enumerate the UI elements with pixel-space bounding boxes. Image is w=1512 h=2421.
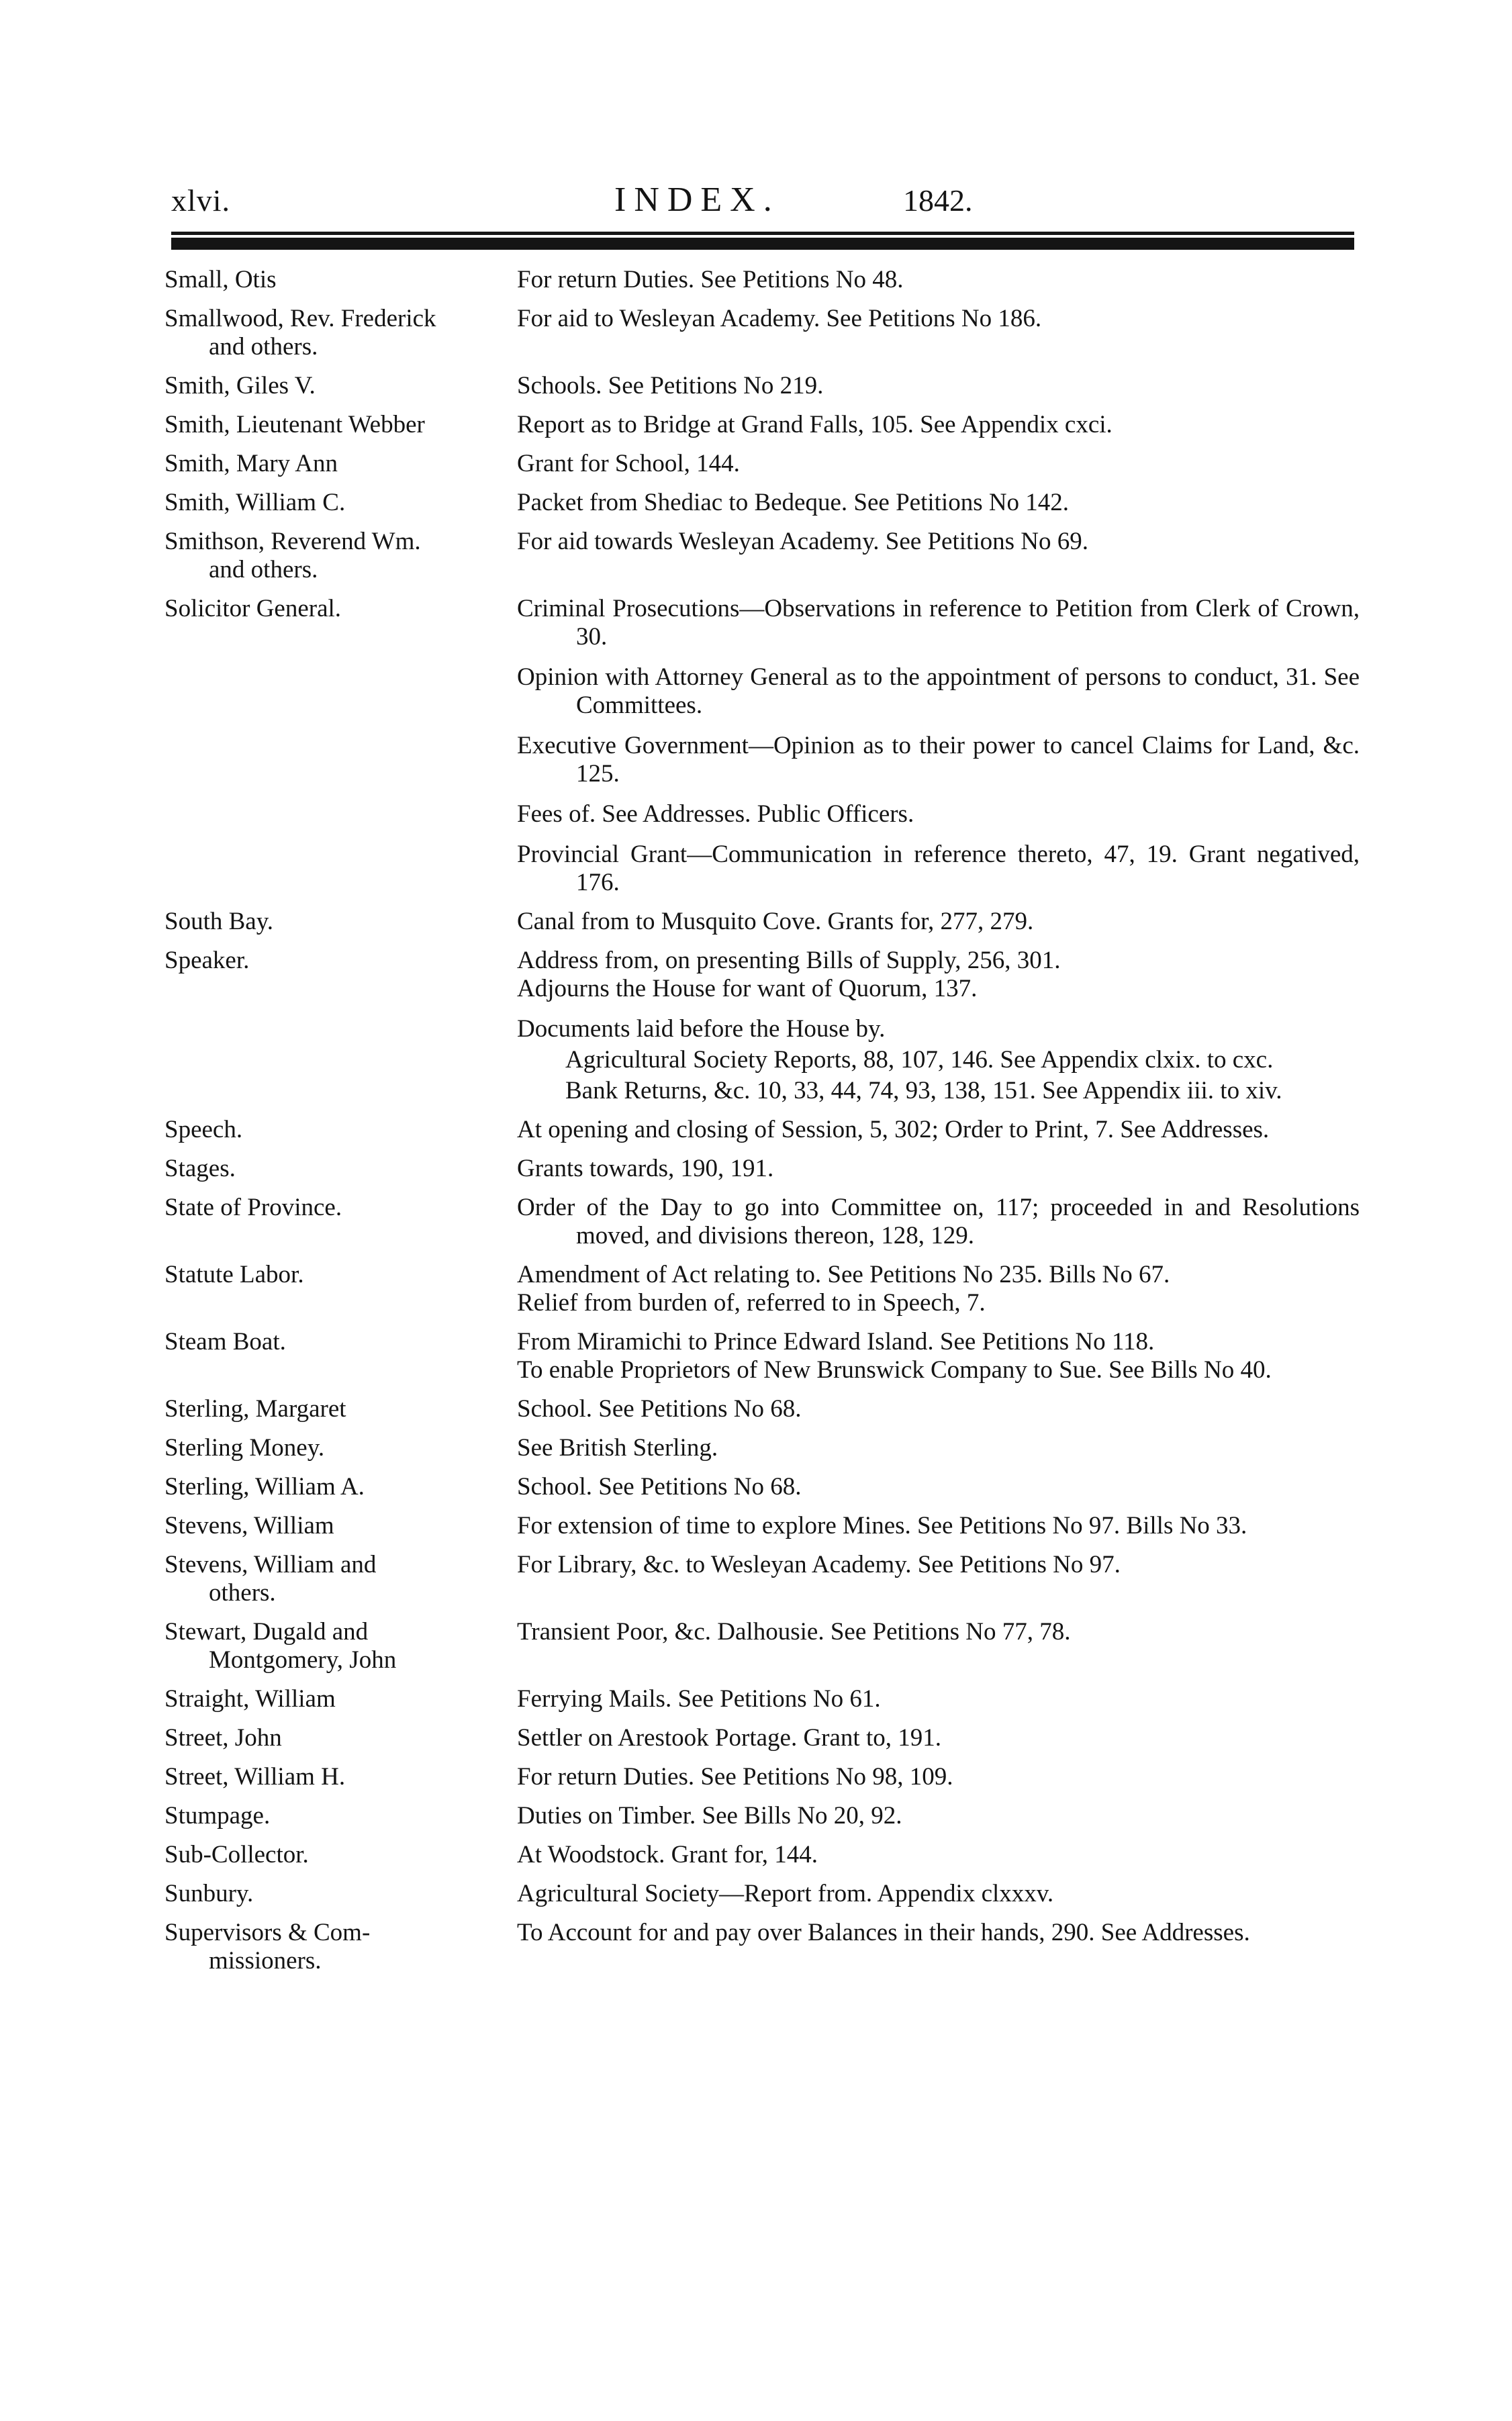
entry-references xyxy=(517,1512,1360,1540)
entry-name xyxy=(164,450,517,478)
index-entry xyxy=(164,1434,1360,1462)
page-year: 1842. xyxy=(903,183,973,218)
entry-name-line: Speech. xyxy=(164,1116,243,1143)
entry-references xyxy=(517,947,1360,1105)
entry-reference: School. See Petitions No 68. xyxy=(517,1473,802,1501)
entry-references xyxy=(517,1802,1360,1830)
entry-name-line: Sunbury. xyxy=(164,1880,254,1907)
index-entry xyxy=(164,372,1360,400)
entry-name-line: Sterling, Margaret xyxy=(164,1395,346,1423)
entry-name xyxy=(164,1841,517,1869)
entry-name xyxy=(164,1328,517,1384)
entry-reference: Packet from Shediac to Bedeque. See Petitions No 142. xyxy=(517,489,1070,516)
entry-name xyxy=(164,1434,517,1462)
entry-name-continuation: and others. xyxy=(209,556,318,583)
entry-name xyxy=(164,305,517,361)
index-entry xyxy=(164,489,1360,517)
entry-name xyxy=(164,411,517,439)
entry-references xyxy=(517,1618,1360,1674)
entry-references xyxy=(517,1155,1360,1183)
entry-references xyxy=(517,528,1360,584)
entry-reference: Fees of. See Addresses. Public Officers. xyxy=(517,800,914,828)
entry-name-line: Smallwood, Rev. Frederick xyxy=(164,305,436,332)
entry-reference: Opinion with Attorney General as to the appointment of persons to conduct, 31. See Committees. xyxy=(517,663,1360,719)
page-title: INDEX. xyxy=(614,181,780,219)
entry-name xyxy=(164,595,517,897)
entry-references xyxy=(517,1395,1360,1423)
entry-name xyxy=(164,1261,517,1317)
entry-references xyxy=(517,908,1360,936)
entry-reference: Transient Poor, &c. Dalhousie. See Petitions No 77, 78. xyxy=(517,1618,1071,1646)
entry-reference: Agricultural Society—Report from. Appendix clxxxv. xyxy=(517,1880,1054,1907)
entry-reference: For aid towards Wesleyan Academy. See Petitions No 69. xyxy=(517,528,1088,555)
entry-reference: Address from, on presenting Bills of Supply, 256, 301. xyxy=(517,947,1061,974)
entry-name xyxy=(164,528,517,584)
entry-name-line: Street, John xyxy=(164,1724,282,1752)
entry-reference: Amendment of Act relating to. See Petitions No 235. Bills No 67. xyxy=(517,1261,1170,1288)
entry-reference: Order of the Day to go into Committee on, 117; proceeded in and Resolutions moved, and divisions thereon, 128, 129. xyxy=(517,1194,1360,1249)
entry-name-line: Statute Labor. xyxy=(164,1261,304,1288)
index-entry xyxy=(164,450,1360,478)
index-entry xyxy=(164,1194,1360,1250)
entry-reference: Grants towards, 190, 191. xyxy=(517,1155,774,1182)
entry-references xyxy=(517,372,1360,400)
entry-references xyxy=(517,1328,1360,1384)
index-entry xyxy=(164,1685,1360,1713)
index-entry xyxy=(164,908,1360,936)
entry-name-line: Sub-Collector. xyxy=(164,1841,309,1868)
entry-references xyxy=(517,1841,1360,1869)
entry-name xyxy=(164,1116,517,1144)
entry-reference: Schools. See Petitions No 219. xyxy=(517,372,824,399)
index-entry xyxy=(164,1919,1360,1975)
entry-references xyxy=(517,1724,1360,1752)
index-entry xyxy=(164,1328,1360,1384)
index-entry xyxy=(164,1763,1360,1791)
index-entry xyxy=(164,1841,1360,1869)
index-entry xyxy=(164,528,1360,584)
entry-name-continuation: Montgomery, John xyxy=(209,1646,397,1674)
entry-reference: See British Sterling. xyxy=(517,1434,718,1462)
index-entry xyxy=(164,1880,1360,1908)
entry-name-line: Supervisors & Com- xyxy=(164,1919,371,1946)
entry-reference: For return Duties. See Petitions No 98, 109. xyxy=(517,1763,953,1791)
index-entry xyxy=(164,1551,1360,1607)
entry-reference: For aid to Wesleyan Academy. See Petitions No 186. xyxy=(517,305,1042,332)
entry-name-line: Stevens, William xyxy=(164,1512,334,1539)
entry-name-line: South Bay. xyxy=(164,908,274,935)
entry-name-line: Speaker. xyxy=(164,947,250,974)
entry-reference: For return Duties. See Petitions No 48. xyxy=(517,266,904,293)
index-entry xyxy=(164,1618,1360,1674)
entry-reference: Criminal Prosecutions—Observations in reference to Petition from Clerk of Crown, 30. xyxy=(517,595,1360,651)
entry-name xyxy=(164,266,517,294)
entry-reference: School. See Petitions No 68. xyxy=(517,1395,802,1423)
entry-reference: Grant for School, 144. xyxy=(517,450,740,477)
entry-references xyxy=(517,1473,1360,1501)
entry-name-continuation: others. xyxy=(209,1579,276,1607)
entry-reference: To enable Proprietors of New Brunswick Company to Sue. See Bills No 40. xyxy=(517,1356,1272,1384)
index-entry xyxy=(164,411,1360,439)
entry-name xyxy=(164,1618,517,1674)
entry-references xyxy=(517,1551,1360,1607)
entry-name-line: Small, Otis xyxy=(164,266,277,293)
entry-name xyxy=(164,489,517,517)
entry-name-line: State of Province. xyxy=(164,1194,342,1221)
entry-name-continuation: missioners. xyxy=(209,1947,322,1975)
entry-reference: For extension of time to explore Mines. See Petitions No 97. Bills No 33. xyxy=(517,1512,1247,1539)
entry-name-line: Smith, Giles V. xyxy=(164,372,316,399)
entry-name xyxy=(164,372,517,400)
index-entry xyxy=(164,1473,1360,1501)
entry-name-line: Smith, Lieutenant Webber xyxy=(164,411,425,438)
entry-name xyxy=(164,1155,517,1183)
index-entry xyxy=(164,1802,1360,1830)
entry-reference: Executive Government—Opinion as to their power to cancel Claims for Land, &c. 125. xyxy=(517,732,1360,788)
entry-name xyxy=(164,1685,517,1713)
entry-name-line: Steam Boat. xyxy=(164,1328,286,1356)
entry-name-line: Stumpage. xyxy=(164,1802,271,1830)
index-entries xyxy=(164,266,1360,1986)
entry-reference: Agricultural Society Reports, 88, 107, 146. See Appendix clxix. to cxc. xyxy=(565,1046,1274,1074)
entry-name xyxy=(164,1802,517,1830)
entry-name-line: Stages. xyxy=(164,1155,236,1182)
entry-references xyxy=(517,595,1360,897)
index-entry xyxy=(164,1261,1360,1317)
entry-name-line: Stewart, Dugald and xyxy=(164,1618,369,1646)
index-entry xyxy=(164,1155,1360,1183)
entry-name-line: Street, William H. xyxy=(164,1763,346,1791)
entry-reference: Canal from to Musquito Cove. Grants for, 277, 279. xyxy=(517,908,1034,935)
index-entry xyxy=(164,305,1360,361)
index-entry xyxy=(164,1116,1360,1144)
entry-reference: For Library, &c. to Wesleyan Academy. See Petitions No 97. xyxy=(517,1551,1121,1578)
entry-references xyxy=(517,266,1360,294)
index-entry xyxy=(164,1395,1360,1423)
entry-name-line: Solicitor General. xyxy=(164,595,342,622)
entry-references xyxy=(517,1919,1360,1975)
entry-reference: At Woodstock. Grant for, 144. xyxy=(517,1841,818,1868)
entry-name xyxy=(164,1512,517,1540)
page-header xyxy=(171,183,1353,230)
index-entry xyxy=(164,1512,1360,1540)
entry-reference: Documents laid before the House by. xyxy=(517,1015,886,1043)
entry-name-continuation: and others. xyxy=(209,333,318,361)
entry-name xyxy=(164,1551,517,1607)
entry-reference: Provincial Grant—Communication in reference thereto, 47, 19. Grant negatived, 176. xyxy=(517,841,1360,896)
entry-reference: Bank Returns, &c. 10, 33, 44, 74, 93, 138, 151. See Appendix iii. to xiv. xyxy=(565,1077,1282,1104)
entry-name xyxy=(164,1724,517,1752)
entry-reference: Duties on Timber. See Bills No 20, 92. xyxy=(517,1802,902,1830)
entry-name xyxy=(164,1880,517,1908)
entry-name xyxy=(164,1473,517,1501)
header-rule-thick xyxy=(171,238,1354,250)
entry-name-line: Smith, William C. xyxy=(164,489,346,516)
entry-references xyxy=(517,305,1360,361)
entry-reference: Ferrying Mails. See Petitions No 61. xyxy=(517,1685,881,1713)
entry-name-line: Smithson, Reverend Wm. xyxy=(164,528,421,555)
entry-name-line: Sterling Money. xyxy=(164,1434,325,1462)
entry-references xyxy=(517,1194,1360,1250)
page-number: xlvi. xyxy=(171,183,231,218)
header-rule-thin xyxy=(171,232,1354,235)
entry-references xyxy=(517,1685,1360,1713)
entry-name-line: Straight, William xyxy=(164,1685,336,1713)
index-entry xyxy=(164,266,1360,294)
entry-references xyxy=(517,489,1360,517)
entry-reference: Relief from burden of, referred to in Speech, 7. xyxy=(517,1289,986,1317)
entry-name xyxy=(164,947,517,1105)
entry-name xyxy=(164,1395,517,1423)
entry-references xyxy=(517,450,1360,478)
entry-reference: Report as to Bridge at Grand Falls, 105. See Appendix cxci. xyxy=(517,411,1113,438)
index-entry xyxy=(164,947,1360,1105)
entry-reference: To Account for and pay over Balances in their hands, 290. See Addresses. xyxy=(517,1919,1250,1946)
index-entry xyxy=(164,1724,1360,1752)
entry-name xyxy=(164,908,517,936)
entry-reference: At opening and closing of Session, 5, 302; Order to Print, 7. See Addresses. xyxy=(517,1116,1270,1143)
entry-name xyxy=(164,1194,517,1250)
entry-references xyxy=(517,1763,1360,1791)
index-entry xyxy=(164,595,1360,897)
entry-reference: Settler on Arestook Portage. Grant to, 191. xyxy=(517,1724,941,1752)
entry-references xyxy=(517,1116,1360,1144)
entry-references xyxy=(517,411,1360,439)
entry-reference: Adjourns the House for want of Quorum, 137. xyxy=(517,975,978,1002)
entry-name xyxy=(164,1919,517,1975)
entry-name-line: Sterling, William A. xyxy=(164,1473,365,1501)
entry-name-line: Smith, Mary Ann xyxy=(164,450,338,477)
entry-references xyxy=(517,1261,1360,1317)
entry-references xyxy=(517,1880,1360,1908)
entry-name-line: Stevens, William and xyxy=(164,1551,377,1578)
entry-reference: From Miramichi to Prince Edward Island. See Petitions No 118. xyxy=(517,1328,1155,1356)
entry-name xyxy=(164,1763,517,1791)
entry-references xyxy=(517,1434,1360,1462)
